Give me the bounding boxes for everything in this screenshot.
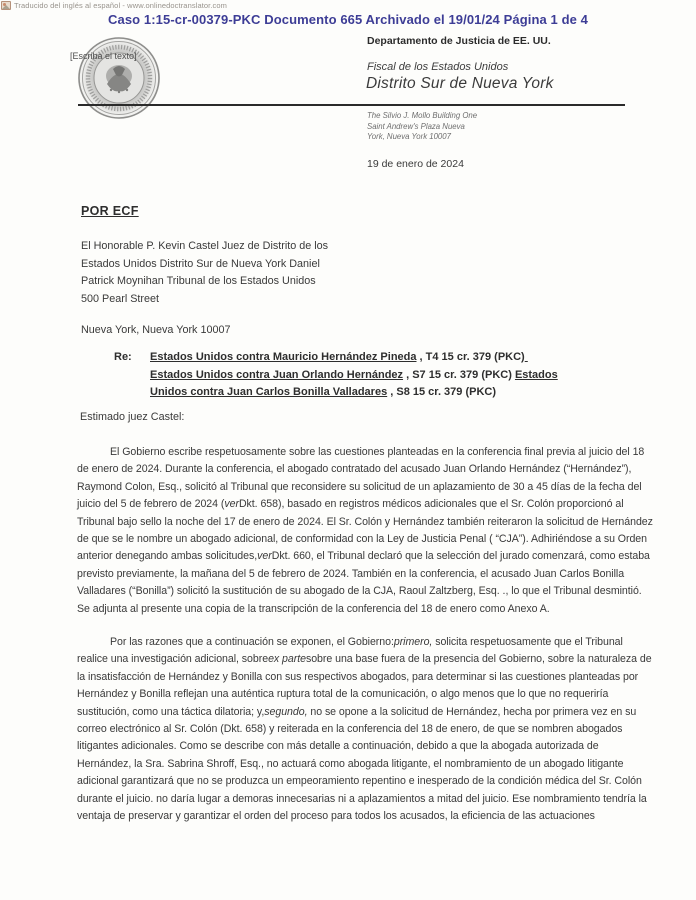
translator-bar-link[interactable]: Traducido del inglés al español - www.onlinedoctranslator.com xyxy=(14,1,228,10)
letterhead-department: Departamento de Justicia de EE. UU. xyxy=(367,35,551,47)
address-line: York, Nueva York 10007 xyxy=(367,132,451,141)
recipient-line: Estados Unidos Distrito Sur de Nueva York Daniel xyxy=(81,257,320,270)
recipient-line: Patrick Moynihan Tribunal de los Estados Unidos xyxy=(81,275,316,287)
recipient-city-line: Nueva York, Nueva York 10007 xyxy=(81,324,231,336)
re-label: Re: xyxy=(114,351,132,363)
seal-placeholder-text: [Escriba el texto] xyxy=(70,51,137,61)
re-case-line: Unidos contra Juan Carlos Bonilla Valladares , S8 15 cr. 379 (PKC) xyxy=(150,386,497,398)
letterhead-district: Distrito Sur de Nueva York xyxy=(366,75,554,92)
letterhead-address xyxy=(367,111,477,143)
letter-date: 19 de enero de 2024 xyxy=(367,158,464,170)
re-case-line: Estados Unidos contra Mauricio Hernández Pineda , T4 15 cr. 379 (PKC) xyxy=(150,351,525,363)
body-paragraph-2: Por las razones que a continuación se exponen, el Gobierno:primero, solicita respetuosamente que el Tribunal realice una investigación adicional, sobreex partesobre una base fuera de la presencia del Gobierno, sobre la naturaleza de la insatisfacción de Hernández y Bonilla con sus respectivos abogados, para determinar si las cuestiones planteadas por Hernández y Bonilla reflejan una auténtica ruptura total de la comunicación, o algo menos que lo que no requeriría sustitución, como una táctica dilatoria; y,segundo, no se opone a la solicitud de Hernández, hecha por primera vez en su correo electrónico al Sr. Colón (Dkt. 658) y reiterada en la conferencia del 18 de enero, de que se nombren abogados litigantes adicionales. Como se describe con más detalle a continuación, debido a que la abogada autorizada de Hernández, la Sra. Sabrina Shroff, Esq., no actuará como abogada litigante, el nombramiento de un abogado litigante adicional garantizará que no se produzca un empeoramiento repentino e inesperado de la condición médica del Sr. Colón durante el juicio. no daría lugar a demoras innecesarias ni a aplazamientos a mitad del juicio. Ese nombramiento tendría la ventaja de preservar y garantizar el orden del proceso para todos los acusados, la eficiencia de las actuaciones xyxy=(77,636,652,823)
recipient-line: El Honorable P. Kevin Castel Juez de Distrito de los xyxy=(81,240,329,252)
case-stamp-header: Caso 1:15-cr-00379-PKC Documento 665 Archivado el 19/01/24 Página 1 de 4 xyxy=(108,12,588,27)
body-paragraph-1: El Gobierno escribe respetuosamente sobre las cuestiones planteadas en la conferencia final previa al juicio del 18 de enero de 2024. Durante la conferencia, el abogado contratado del acusado Juan Orlando Hernández (“Hernández”), Raymond Colon, Esq., solicitó al Tribunal que reconsidere su solicitud de un aplazamiento de 30 a 45 días de la fecha del juicio del 5 de febrero de 2024 (verDkt. 658), basado en registros médicos adicionales que el Sr. Colón proporcionó al Tribunal bajo sello la noche del 17 de enero de 2024. El Sr. Colón y Hernández también reiteraron la solicitud de Hernández de que se le nombre un abogado adicional, de conformidad con la Ley de Justicia Penal ( “CJA”). Adhiriéndose a su Orden anterior denegando ambas solicitudes,verDkt. 660, el Tribunal declaró que la selección del jurado comenzará, como estaba previsto previamente, la mañana del 5 de febrero de 2024. También en la conferencia, el acusado Juan Carlos Bonilla Valladares (“Bonilla”) solicitó la sustitución de su abogado de la CJA, Raoul Zaltzberg, Esq. ., lo que el Tribunal desmintió. Se adjunta al presente una copia de la transcripción de la conferencia del 18 de enero como Anexo A. xyxy=(77,446,653,615)
translator-logo-icon xyxy=(1,1,11,10)
translator-bar[interactable] xyxy=(1,0,227,11)
recipient-address-block xyxy=(81,238,328,340)
address-line: Saint Andrew's Plaza Nueva xyxy=(367,121,465,131)
re-subject-block xyxy=(114,349,558,402)
salutation: Estimado juez Castel: xyxy=(80,411,185,423)
recipient-line: 500 Pearl Street xyxy=(81,292,160,305)
us-doj-seal-image xyxy=(77,35,161,121)
letterhead-office: Fiscal de los Estados Unidos xyxy=(367,61,509,73)
delivery-method-label: POR ECF xyxy=(81,204,139,218)
address-line: The Silvio J. Mollo Building One xyxy=(367,111,478,120)
re-case-line: Estados Unidos contra Juan Orlando Hernández , S7 15 cr. 379 (PKC) Estados xyxy=(150,368,558,381)
letterhead-divider xyxy=(78,104,625,106)
re-case-captions xyxy=(150,349,558,402)
